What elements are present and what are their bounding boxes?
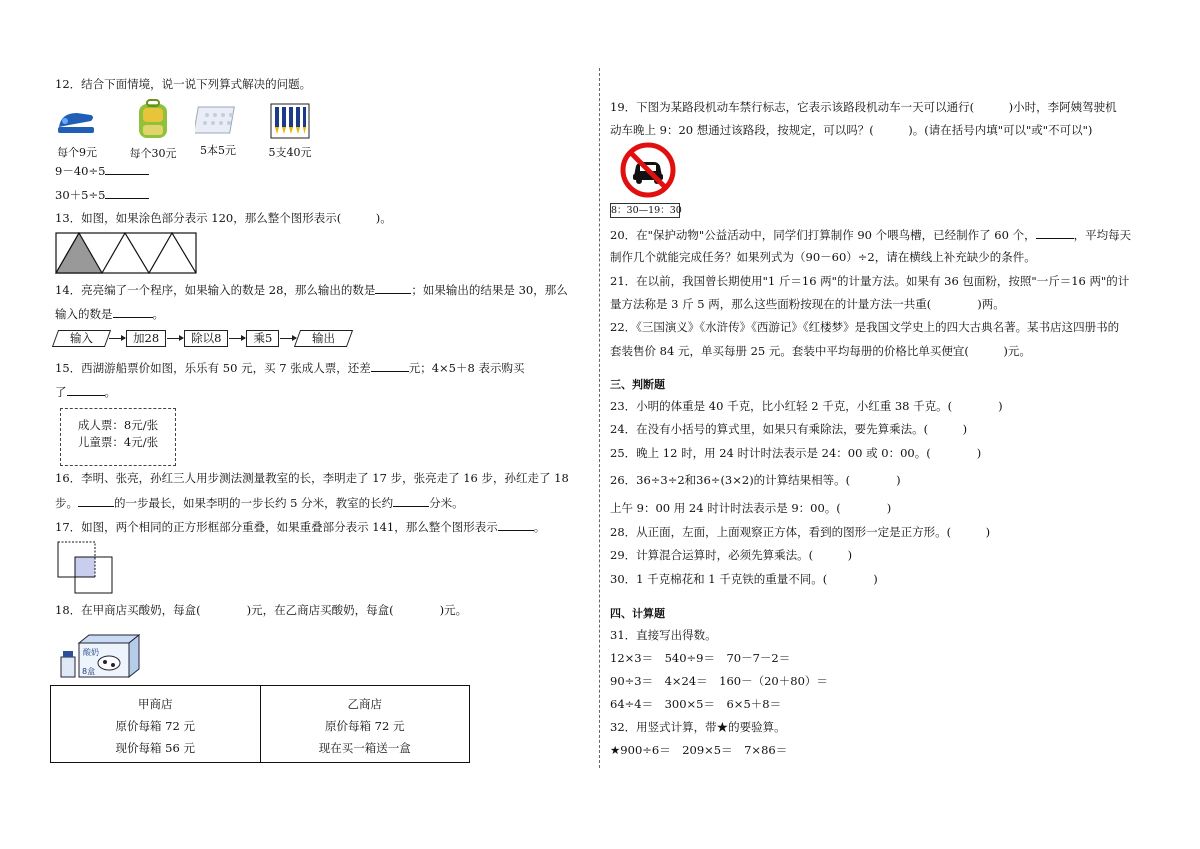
arrow-icon xyxy=(229,338,245,339)
arrow-icon xyxy=(280,338,296,339)
q22-line-2: 套装售价 84 元，单买每册 25 元。套装中平均每册的价格比单买便宜( )元。 xyxy=(610,344,1031,358)
shop-b-current-offer: 现在买一箱送一盒 xyxy=(318,741,411,755)
judge-item: 30．1 千克棉花和 1 千克铁的重量不同。( ) xyxy=(610,572,878,586)
flow-input-box: 输入 xyxy=(52,330,111,347)
judge-item: 23．小明的体重是 40 千克，比小红轻 2 千克，小红重 38 千克。( ) xyxy=(610,399,1003,413)
shop-a-name: 甲商店 xyxy=(138,697,173,711)
q21-line-2: 量方法称是 3 斤 5 两，那么这些面粉按现在的计量方法一共重( )两。 xyxy=(610,297,1005,311)
q17-text: 17．如图，两个相同的正方形框部分重叠，如果重叠部分表示 141，那么整个图形表示 。 xyxy=(55,520,546,534)
q19-line-1: 19．下图为某路段机动车禁行标志，它表示该路段机动车一天可以通行( )小时，李阿姨驾驶机 xyxy=(610,100,1117,114)
q12-caption: 每个30元 xyxy=(129,147,177,160)
flow-add-box: 加28 xyxy=(126,330,166,347)
shop-b-name: 乙商店 xyxy=(347,697,382,711)
q32-expressions: ★900÷6＝ 209×5＝ 7×86＝ xyxy=(610,743,788,757)
flow-divide-box: 除以8 xyxy=(184,330,228,347)
q12-expression-2: 30＋5÷5 xyxy=(55,186,149,203)
column-divider xyxy=(599,68,600,768)
q16-line-2: 步。 的一步最长，如果李明的一步长约 5 分米，教室的长约 分米。 xyxy=(55,496,464,510)
yogurt-box-icon xyxy=(59,633,141,679)
q12-item-backpack xyxy=(123,98,183,161)
program-flowchart xyxy=(55,329,350,347)
q12-expression-1: 9－40÷5 xyxy=(55,162,149,179)
flow-multiply-box: 乘5 xyxy=(246,330,279,347)
q15-line-1: 15．西湖游船票价如图，乐乐有 50 元，买 7 张成人票，还差 元；4×5＋8 表示购买 xyxy=(55,361,525,375)
backpack-icon xyxy=(133,98,173,140)
adult-ticket-price: 成人票：8元/张 xyxy=(77,418,159,432)
yogurt-box-count: 8盒 xyxy=(82,667,96,676)
judge-item: 26．36÷3÷2和36÷(3×2)的计算结果相等。( ) xyxy=(610,473,901,487)
shop-a-original-price: 原价每箱 72 元 xyxy=(115,719,195,733)
judge-item: 29．计算混合运算时，必须先算乘法。( ) xyxy=(610,548,853,562)
calc-row: 90÷3＝ 4×24＝ 160－（20＋80）＝ xyxy=(610,674,828,688)
q20-line-2: 制作几个就能完成任务？如果列式为（90－60）÷2，请在横线上补充缺少的条件。 xyxy=(610,250,1036,264)
overlapping-squares-figure xyxy=(57,541,117,596)
q14-line-2: 输入的数是 。 xyxy=(55,307,164,321)
q32-text: 32．用竖式计算，带★的要验算。 xyxy=(610,720,786,734)
q15-line-2: 了 。 xyxy=(55,385,116,399)
q12-caption: 每个9元 xyxy=(57,146,97,159)
q21-line-1: 21．在以前，我国曾长期使用"1 斤＝16 两"的计量方法。如果有 36 包面粉，按照"一斤＝16 两"的计 xyxy=(610,274,1130,288)
q13-text: 13．如图，如果涂色部分表示 120，那么整个图形表示( )。 xyxy=(55,211,392,225)
stapler-icon xyxy=(55,103,99,139)
shop-b-cell xyxy=(260,686,470,763)
q31-text: 31．直接写出得数。 xyxy=(610,628,717,642)
section-4-heading: 四、计算题 xyxy=(610,607,665,620)
judge-item: 上午 9：00 用 24 时计时法表示是 9：00。( ) xyxy=(610,501,892,515)
triangle-strip-figure xyxy=(55,232,197,274)
ticket-price-board xyxy=(60,408,176,466)
yogurt-box-label: 酸奶 xyxy=(83,648,99,657)
q14-line-1: 14．亮亮编了一个程序，如果输入的数是 28，那么输出的数是 ；如果输出的结果是 30，那么 xyxy=(55,283,568,297)
shop-a-current-price: 现价每箱 56 元 xyxy=(115,741,195,755)
child-ticket-price: 儿童票：4元/张 xyxy=(77,435,159,449)
section-3-heading: 三、判断题 xyxy=(610,378,665,391)
q12-caption: 5支40元 xyxy=(268,146,312,159)
q12-item-notebook xyxy=(193,103,243,158)
q12-caption: 5本5元 xyxy=(200,144,236,157)
q20-line-1: 20．在"保护动物"公益活动中，同学们打算制作 90 个喂鸟槽，已经制作了 60 个， ，平均每天 xyxy=(610,228,1132,242)
q18-text: 18．在甲商店买酸奶，每盒( )元，在乙商店买酸奶，每盒( )元。 xyxy=(55,603,468,617)
sign-time-plate: 8：30—19：30 xyxy=(611,205,682,216)
q12-item-stapler xyxy=(55,103,99,160)
judge-item: 24．在没有小括号的算式里，如果只有乘除法，要先算乘法。( ) xyxy=(610,422,968,436)
shop-comparison-table xyxy=(50,685,470,763)
q12-item-pens xyxy=(265,103,315,160)
shop-b-original-price: 原价每箱 72 元 xyxy=(325,719,405,733)
arrow-icon xyxy=(167,338,183,339)
calc-row: 64÷4＝ 300×5＝ 6×5＋8＝ xyxy=(610,697,782,711)
no-vehicle-sign-icon xyxy=(620,142,676,198)
calc-row: 12×3＝ 540÷9＝ 70－7－2＝ xyxy=(610,651,791,665)
judge-item: 25．晚上 12 时，用 24 时计时法表示是 24：00 或 0：00。( ) xyxy=(610,446,982,460)
flow-output-box: 输出 xyxy=(294,330,353,347)
q12-stem: 12．结合下面情境，说一说下列算式解决的问题。 xyxy=(55,77,312,91)
shop-a-cell xyxy=(51,686,261,763)
q19-line-2: 动车晚上 9：20 想通过该路段，按规定，可以吗？( )。(请在括号内填"可以"或"不可以") xyxy=(610,123,1093,137)
pens-icon xyxy=(270,103,310,139)
arrow-icon xyxy=(109,338,125,339)
notebook-icon xyxy=(195,103,241,137)
q16-line-1: 16．李明、张亮，孙红三人用步测法测量教室的长，李明走了 17 步，张亮走了 16 步，孙红走了 18 xyxy=(55,471,569,485)
judge-item: 28．从正面，左面，上面观察正方体，看到的图形一定是正方形。( ) xyxy=(610,525,991,539)
q22-line-1: 22．《三国演义》《水浒传》《西游记》《红楼梦》是我国文学史上的四大古典名著。某书店这四册书的 xyxy=(610,320,1120,334)
